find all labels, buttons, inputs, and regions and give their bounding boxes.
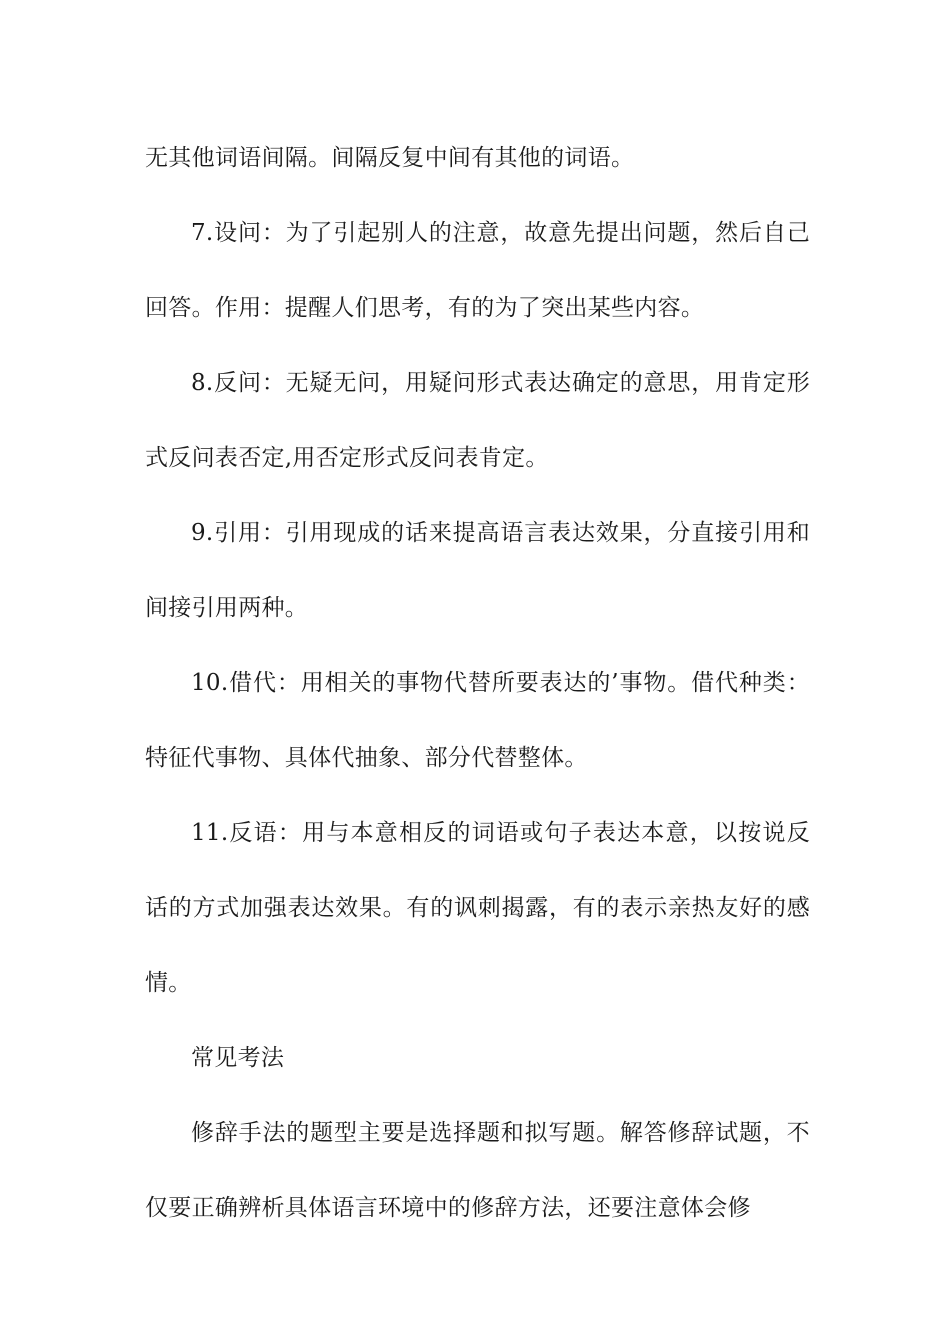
document-body (145, 121, 810, 1246)
paragraph-irony: 11.反语：用与本意相反的词语或句子表达本意，以按说反话的方式加强表达效果。有的讽刺揭露，有的表示亲热友好的感情。 (145, 820, 810, 996)
paragraph-counter-question: 8.反问：无疑无问，用疑问形式表达确定的意思，用肯定形式反问表否定,用否定形式反问表肯定。 (145, 370, 810, 471)
paragraph-quotation: 9.引用：引用现成的话来提高语言表达效果，分直接引用和间接引用两种。 (145, 520, 810, 621)
paragraph-continuation: 无其他词语间隔。间隔反复中间有其他的词语。 (145, 145, 635, 171)
paragraph-exam-methods: 修辞手法的题型主要是选择题和拟写题。解答修辞试题，不仅要正确辨析具体语言环境中的修辞方法，还要注意体会修 (145, 1120, 810, 1221)
paragraph-rhetorical-question: 7.设问：为了引起别人的注意，故意先提出问题，然后自己回答。作用：提醒人们思考，有的为了突出某些内容。 (145, 220, 810, 321)
section-heading: 常见考法 (191, 1045, 285, 1071)
paragraph-metonymy: 10.借代：用相关的事物代替所要表达的’事物。借代种类：特征代事物、具体代抽象、部分代替整体。 (145, 670, 810, 771)
